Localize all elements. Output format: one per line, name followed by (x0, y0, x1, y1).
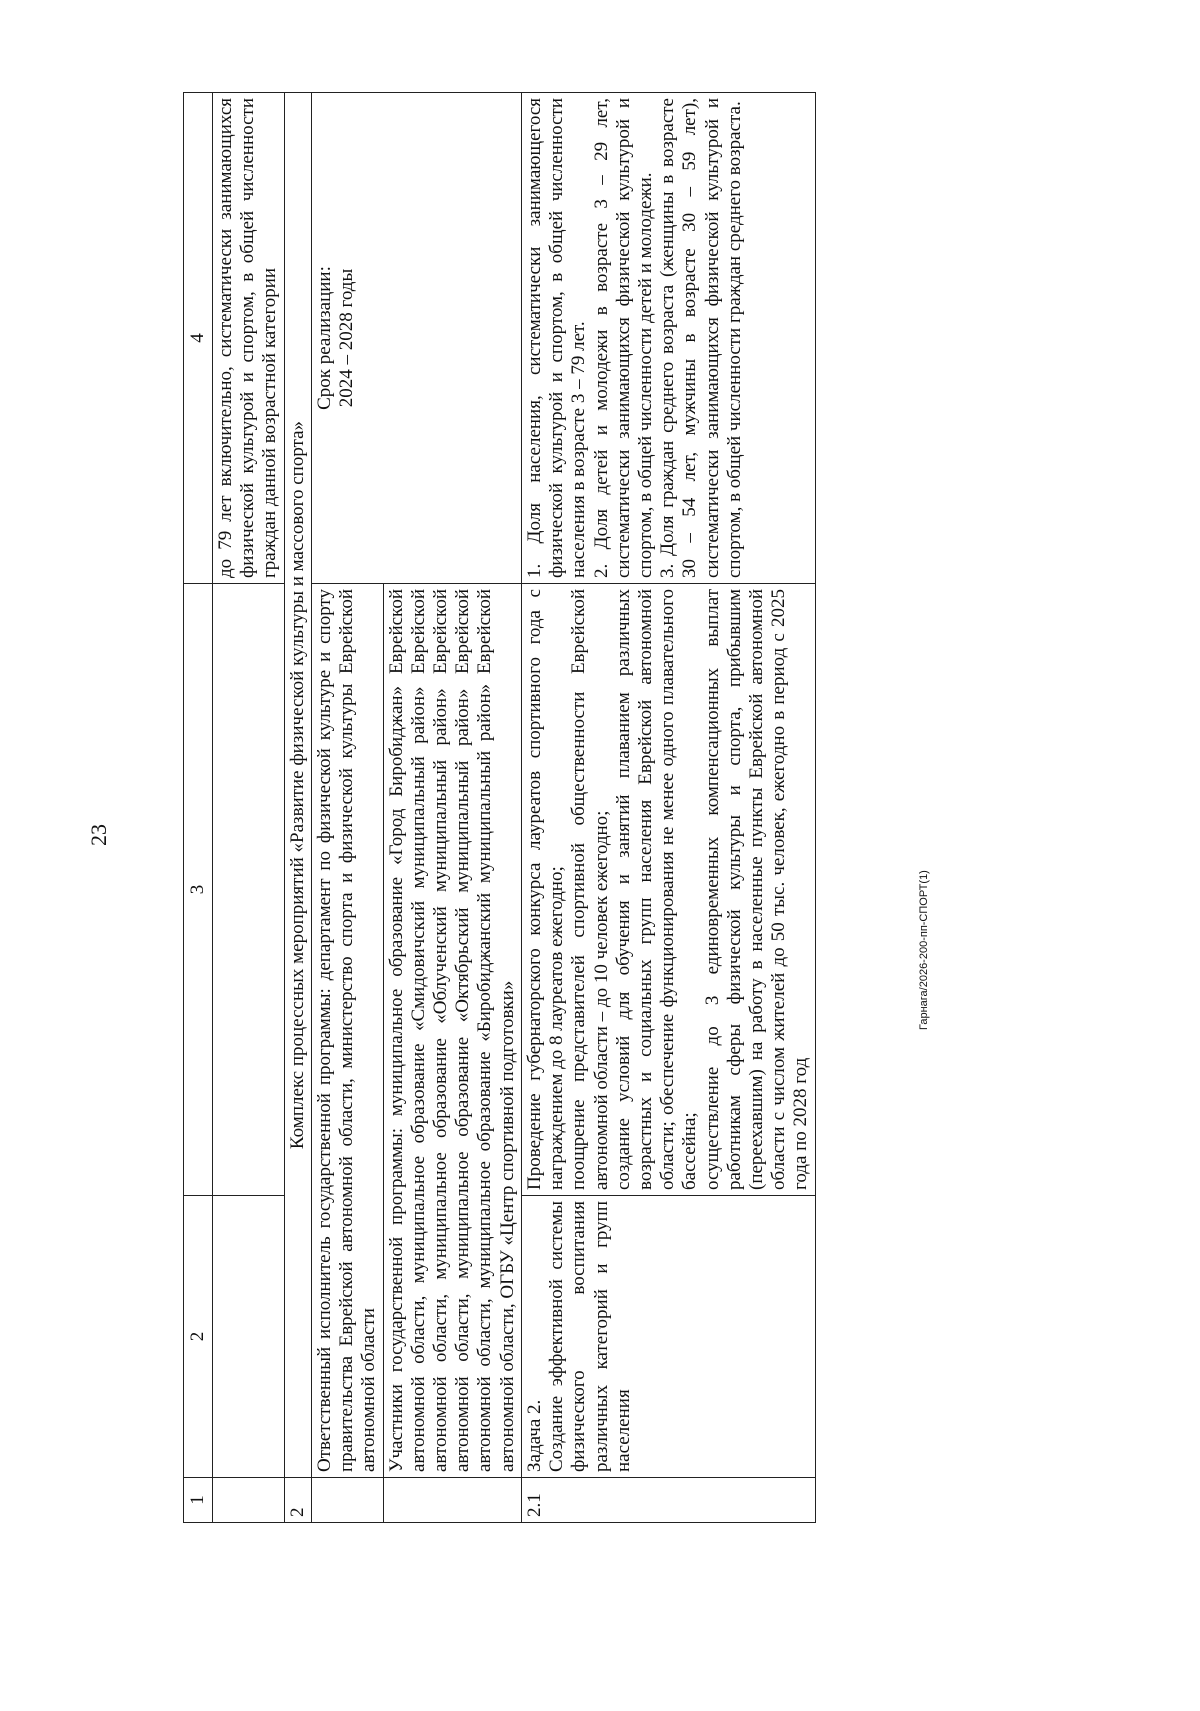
page-number: 23 (86, 824, 111, 846)
task-label: Задача 2. (523, 1399, 545, 1472)
header-cell-2: 2 (184, 1196, 213, 1478)
term-value: 2024 – 2028 годы (336, 268, 358, 408)
program-table (183, 92, 816, 1523)
continuation-row (213, 93, 285, 1523)
row-2-1-number: 2.1 (521, 1478, 815, 1523)
measure-item: осуществление до 3 единовременных компенсационных выплат работникам сферы физической культуры и спорта, прибывшим (переехавшим) на работу в населенные пункты Еврейской автономной области с числом жителей до 50 тыс. человек, ежегодно в период с 2025 года по 2028 год (701, 589, 812, 1190)
participants-text: Участники государственной программы: муниципальное образование «Город Биробиджан» Еврейской автономной области, муниципальное образование «Смидовичский муниципальный район» Еврейской автономной области, муниципальное образование «Облученский муниципальный район» Еврейской автономной области, муниципальное образование «Октябрьский муниципальный район» Еврейской автономной области, муниципальное образование «Биробиджанский муниципальный район» Еврейской автономной области, ОГБУ «Центр спортивной подготовки» (383, 584, 521, 1478)
continuation-num-cell (213, 1478, 285, 1523)
responsible-row (311, 93, 383, 1523)
term-label: Срок реализации: (313, 266, 335, 410)
header-row (184, 93, 213, 1523)
rotated-table-container (183, 93, 1068, 1523)
header-cell-1: 1 (184, 1478, 213, 1523)
continuation-task-cell (213, 1196, 285, 1478)
measure-item: поощрение представителей спортивной общественности Еврейской автономной области – до 10 человек ежегодно; (568, 589, 612, 1190)
indicator-item: 3. Доля граждан среднего возраста (женщины в возрасте 30 – 54 лет, мужчины в возрасте 30 – 59 лет), систематически занимающихся физической культурой и спортом, в общей численности граждан среднего возраста. (657, 98, 745, 578)
responsible-executor-text: Ответственный исполнитель государственной программы: департамент по физической культуре и спорту правительства Еврейской автономной области, министерство спорта и физической культуры Еврейской автономной области (311, 584, 383, 1478)
header-cell-3: 3 (184, 584, 213, 1196)
responsible-num-cell (311, 1478, 383, 1523)
section-2-row (284, 93, 311, 1523)
row-2-1 (521, 93, 815, 1523)
task-text: Создание эффективной системы физического воспитания различных категорий и групп населения (546, 1201, 634, 1472)
document-code: Гарнага/2026-200-пп-СПОРТ(1) (918, 870, 930, 1030)
indicators-cell (521, 93, 815, 584)
measure-item: Проведение губернаторского конкурса лауреатов спортивного года с награждением до 8 лауреатов ежегодно; (523, 589, 568, 1190)
measure-item: создание условий для обучения и занятий плаванием различных возрастных и социальных групп населения Еврейской автономной области; обеспечение функционирования не менее одного плавательного бассейна; (612, 589, 701, 1190)
indicator-item: 2. Доля детей и молодежи в возрасте 3 – 29 лет, систематически занимающихся физической культурой и спортом, в общей численности детей и молодежи. (590, 98, 656, 578)
section-2-title: Комплекс процессных мероприятий «Развитие физической культуры и массового спорта» (284, 93, 311, 1478)
section-2-number: 2 (284, 1478, 311, 1523)
continuation-indicator-text: до 79 лет включительно, систематически занимающихся физической культурой и спортом, в общей численности граждан данной возрастной категории (213, 93, 285, 584)
term-cell (311, 93, 521, 584)
indicator-item: 1. Доля населения, систематически занимающегося физической культурой и спортом, в общей численности населения в возрасте 3 – 79 лет. (523, 98, 590, 578)
measures-cell (521, 584, 815, 1196)
header-cell-4: 4 (184, 93, 213, 584)
task-cell (521, 1196, 815, 1478)
continuation-measures-cell (213, 584, 285, 1196)
participants-num-cell (383, 1478, 521, 1523)
